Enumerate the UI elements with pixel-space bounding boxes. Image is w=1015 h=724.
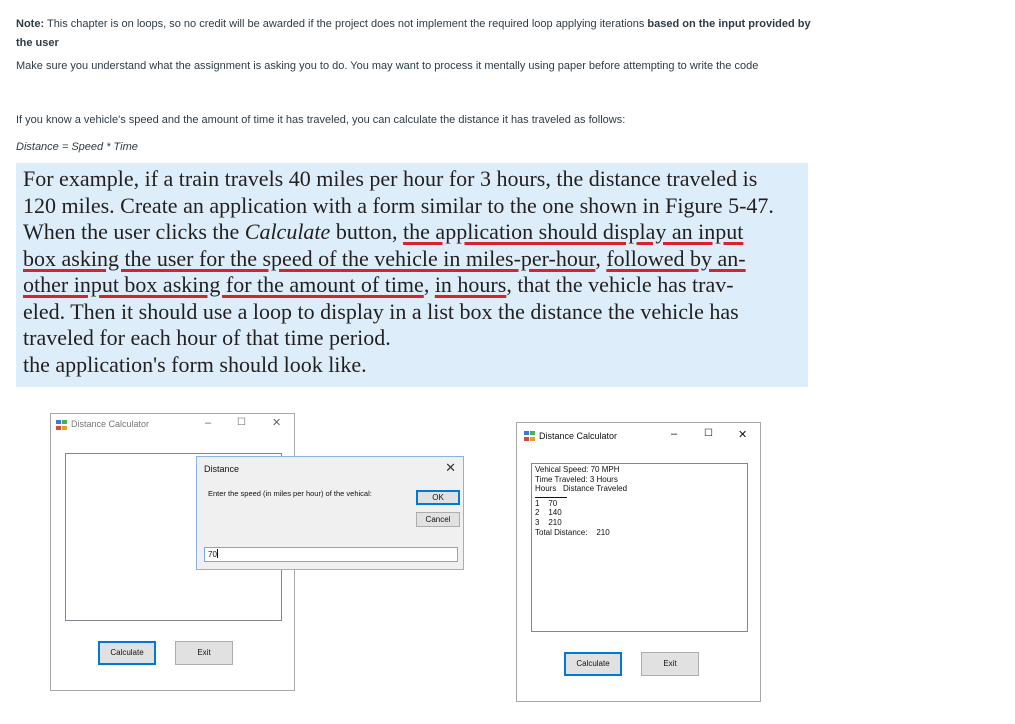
distance-listbox[interactable] [531, 463, 748, 632]
excerpt-text: , that the vehicle has trav- [506, 272, 734, 297]
excerpt-text: button, [330, 219, 404, 244]
note-paragraph [16, 15, 816, 53]
app-icon [56, 420, 67, 430]
list-item: 2 140 [535, 508, 562, 518]
maximize-icon[interactable]: ☐ [237, 417, 246, 428]
excerpt-italic: Calculate [244, 219, 331, 244]
app-icon [524, 431, 535, 441]
intro-paragraph: If you know a vehicle's speed and the amount of time it has traveled, you can calculate the distance it has traveled as follows: [16, 114, 626, 126]
note-bold-text: based on the input provided by the user [16, 18, 811, 49]
dialog-title: Distance [204, 464, 240, 474]
excerpt-text: , [595, 245, 607, 271]
excerpt-text: , [423, 272, 435, 297]
excerpt-text: When the user clicks the [23, 219, 245, 244]
minimize-icon[interactable]: – [205, 417, 212, 429]
speed-line: Vehical Speed: 70 MPH [535, 465, 620, 474]
window-title: Distance Calculator [71, 419, 150, 429]
underlined-text: followed by an- [606, 245, 746, 271]
column-header: Hours Distance Traveled [535, 484, 628, 494]
textbook-excerpt [16, 163, 808, 387]
excerpt-line: traveled for each hour of that time period. [23, 325, 391, 350]
excerpt-line [23, 272, 800, 299]
minimize-icon[interactable]: – [671, 428, 678, 440]
maximize-icon[interactable]: ☐ [704, 428, 713, 439]
note-text: This chapter is on loops, so no credit will be awarded if the project does not implement the required loop applying iterations [46, 18, 645, 30]
time-line: Time Traveled: 3 Hours [535, 474, 618, 484]
speed-input-dialog [196, 456, 464, 570]
excerpt-line: eled. Then it should use a loop to display in a list box the distance the vehicle has [23, 298, 739, 324]
distance-formula: Distance = Speed * Time [16, 141, 138, 153]
close-icon[interactable]: ✕ [272, 417, 282, 429]
total-line: Total Distance: 210 [535, 527, 610, 537]
calculate-button[interactable]: Calculate [98, 641, 156, 665]
underlined-text: the application should display an input [403, 219, 744, 244]
text-caret [217, 549, 218, 558]
window-titlebar [51, 414, 294, 436]
excerpt-line: For example, if a train travels 40 miles per hour for 3 hours, the distance traveled is [23, 166, 758, 191]
dialog-prompt: Enter the speed (in miles per hour) of the vehical: [208, 489, 372, 498]
exit-button[interactable]: Exit [641, 652, 699, 676]
understand-paragraph: Make sure you understand what the assignment is asking you to do. You may want to process it mentally using paper before attempting to write the code [16, 60, 759, 72]
note-label: Note: [16, 18, 45, 30]
list-item: 1 70 [535, 498, 558, 508]
separator-line [535, 497, 567, 498]
calculate-button[interactable]: Calculate [564, 652, 622, 676]
speed-input-field[interactable] [204, 547, 458, 562]
list-item: 3 210 [535, 517, 562, 527]
ok-button[interactable]: OK [416, 490, 460, 505]
window-title: Distance Calculator [539, 431, 618, 441]
excerpt-line [23, 246, 800, 273]
distance-calculator-window-results [516, 422, 761, 702]
exit-button[interactable]: Exit [175, 641, 233, 665]
close-icon[interactable]: ✕ [445, 460, 456, 475]
close-icon[interactable]: ✕ [738, 429, 748, 441]
excerpt-line [23, 219, 800, 246]
underlined-text: other input box asking for the amount of time [23, 272, 424, 297]
input-value: 70 [208, 550, 217, 559]
underlined-text: box asking the user for the speed of the vehicle in miles-per-hour [23, 245, 596, 271]
window-titlebar [517, 423, 760, 449]
cancel-button[interactable]: Cancel [416, 512, 460, 527]
excerpt-line: the application's form should look like. [23, 351, 367, 377]
excerpt-line: 120 miles. Create an application with a form similar to the one shown in Figure 5-47. [23, 192, 774, 218]
underlined-text: in hours [434, 272, 507, 297]
